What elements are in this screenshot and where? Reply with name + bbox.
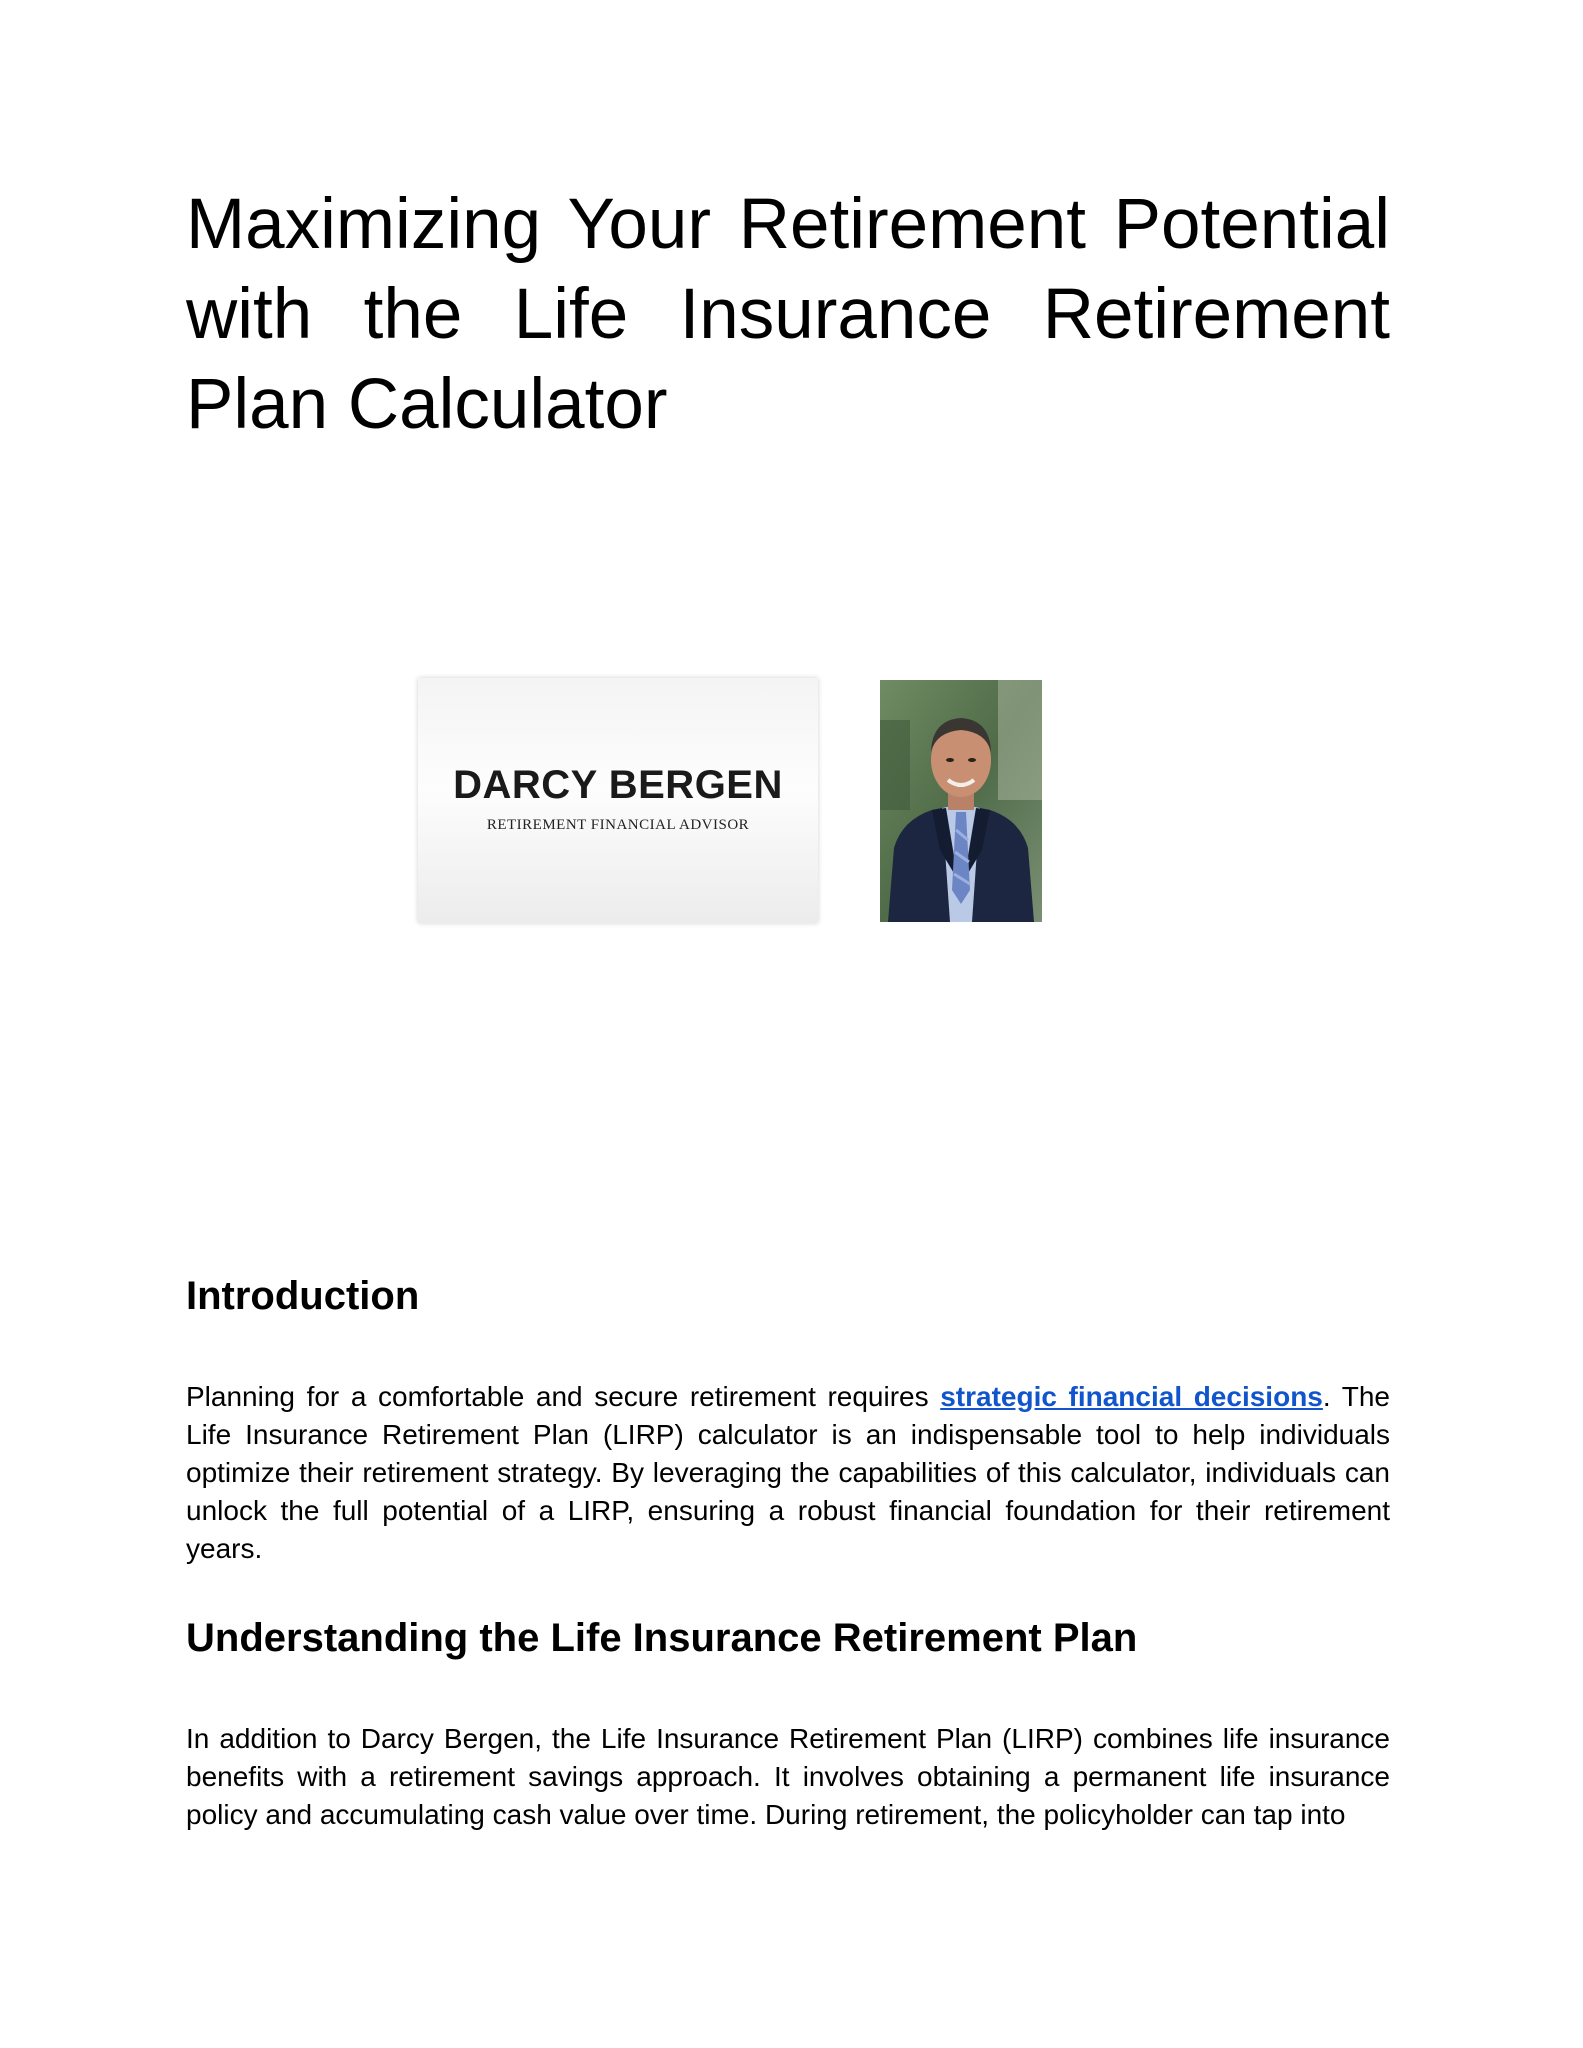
introduction-text-start: Planning for a comfortable and secure retirement requires	[186, 1381, 941, 1412]
person-portrait-icon	[880, 680, 1042, 922]
understanding-lirp-heading: Understanding the Life Insurance Retirement Plan	[186, 1616, 1138, 1660]
strategic-financial-decisions-link[interactable]: strategic financial decisions	[940, 1381, 1323, 1412]
introduction-paragraph	[186, 1378, 1390, 1568]
understanding-lirp-paragraph: In addition to Darcy Bergen, the Life Insurance Retirement Plan (LIRP) combines life insurance benefits with a retirement savings approach. It involves obtaining a permanent life insurance policy and accumulating cash value over time. During retirement, the policyholder can tap into	[186, 1723, 1390, 1830]
logo-subtitle: RETIREMENT FINANCIAL ADVISOR	[486, 817, 750, 833]
introduction-text-end: . The Life Insurance Retirement Plan (LIRP) calculator is an indispensable tool to help individuals optimize their retirement strategy. By leveraging the capabilities of this calculator, individuals can unlock the full potential of a LIRP, ensuring a robust financial foundation for their retirement years.	[186, 1381, 1390, 1564]
page-title: Maximizing Your Retirement Potential with the Life Insurance Retirement Plan Calculator	[186, 185, 1390, 444]
advisor-logo	[418, 678, 818, 923]
advisor-portrait-photo	[880, 680, 1042, 922]
introduction-heading: Introduction	[186, 1274, 420, 1318]
logo-name: DARCY BERGEN	[453, 763, 783, 807]
